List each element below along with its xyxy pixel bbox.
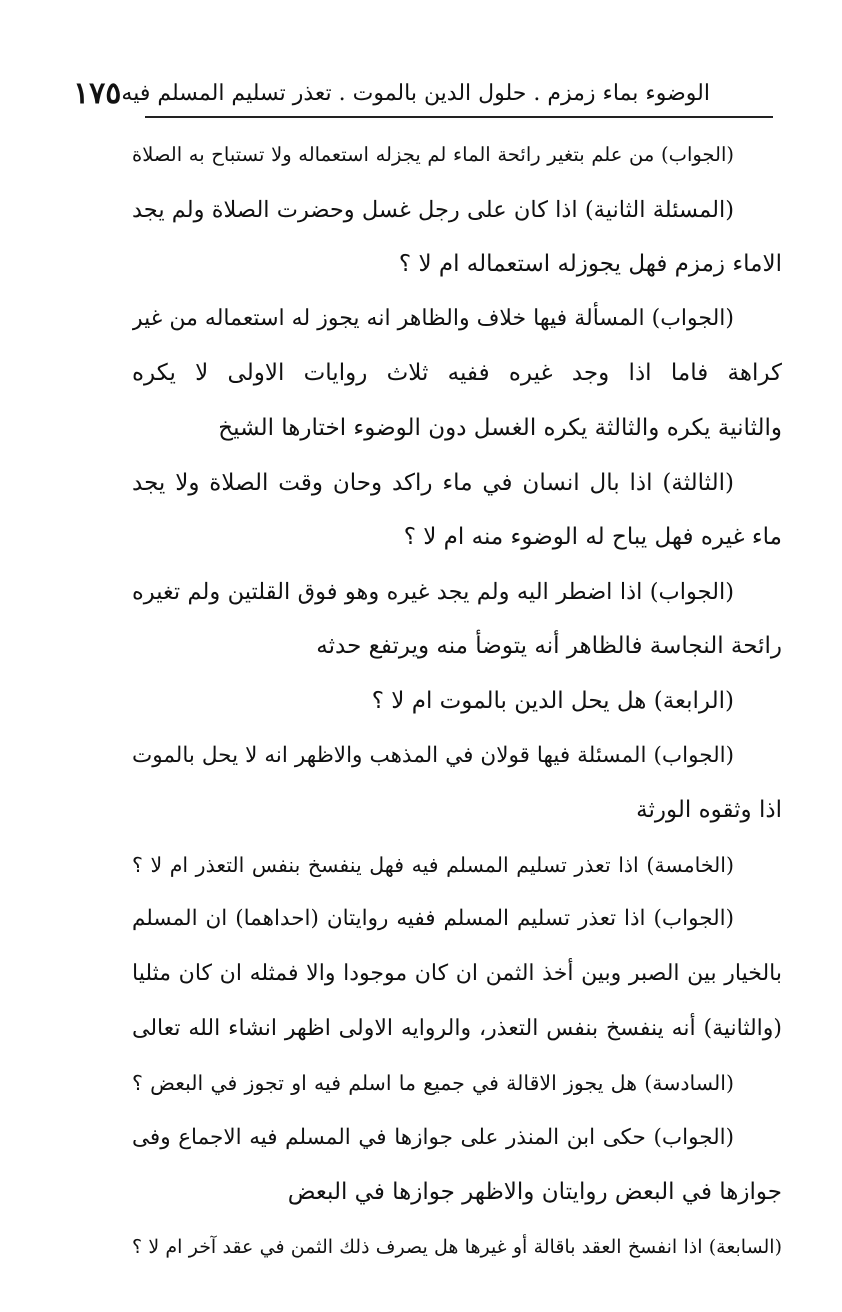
text-line: (الجواب) حكى ابن المنذر على جوازها في المسلم فيه الاجماع وفى xyxy=(132,1124,734,1150)
text-line: بالخيار بين الصبر وبين أخذ الثمن ان كان موجودا والا فمثله ان كان مثليا xyxy=(132,960,782,986)
header-rule xyxy=(145,116,773,118)
text-line: (الخامسة) اذا تعذر تسليم المسلم فيه فهل ينفسخ بنفس التعذر ام لا ؟ xyxy=(132,852,734,877)
body-text xyxy=(132,128,782,1274)
text-line: (المسئلة الثانية) اذا كان على رجل غسل وحضرت الصلاة ولم يجد xyxy=(132,196,734,223)
text-line: كراهة فاما اذا وجد غيره ففيه ثلاث روايات الاولى لا يكره xyxy=(132,360,782,387)
text-line: ماء غيره فهل يباح له الوضوء منه ام لا ؟ xyxy=(403,524,782,551)
page-header xyxy=(73,70,710,116)
text-line: (الجواب) المسئلة فيها قولان في المذهب والاظهر انه لا يحل بالموت xyxy=(132,742,734,768)
text-line: (الجواب) المسألة فيها خلاف والظاهر انه يجوز له استعماله من غير xyxy=(132,305,734,331)
text-line: (السابعة) اذا انفسخ العقد باقالة أو غيرها هل يصرف ذلك الثمن في عقد آخر ام لا ؟ xyxy=(132,1235,782,1258)
running-title: الوضوء بماء زمزم . حلول الدين بالموت . تعذر تسليم المسلم فيه xyxy=(121,80,710,106)
text-line: (الجواب) اذا تعذر تسليم المسلم ففيه روايتان (احداهما) ان المسلم xyxy=(132,906,734,932)
text-line: والثانية يكره والثالثة يكره الغسل دون الوضوء اختارها الشيخ xyxy=(218,414,782,441)
text-line: (السادسة) هل يجوز الاقالة في جميع ما اسلم فيه او تجوز في البعض ؟ xyxy=(132,1071,734,1096)
text-line: (الرابعة) هل يحل الدين بالموت ام لا ؟ xyxy=(371,687,734,714)
page-number: ١٧٥ xyxy=(73,75,122,111)
text-line: اذا وثقوه الورثة xyxy=(636,797,782,824)
text-line: رائحة النجاسة فالظاهر أنه يتوضأ منه ويرتفع حدثه xyxy=(316,633,782,660)
text-line: (والثانية) أنه ينفسخ بنفس التعذر، والروايه الاولى اظهر انشاء الله تعالى xyxy=(132,1015,782,1041)
text-line: (الثالثة) اذا بال انسان في ماء راكد وحان وقت الصلاة ولا يجد xyxy=(132,469,734,496)
text-line: (الجواب) اذا اضطر اليه ولم يجد غيره وهو فوق القلتين ولم تغيره xyxy=(132,578,734,605)
text-line: (الجواب) من علم بتغير رائحة الماء لم يجزله استعماله ولا تستباح به الصلاة xyxy=(132,143,734,166)
text-line: جوازها في البعض روايتان والاظهر جوازها في البعض xyxy=(287,1179,782,1206)
text-line: الاماء زمزم فهل يجوزله استعماله ام لا ؟ xyxy=(398,251,782,278)
